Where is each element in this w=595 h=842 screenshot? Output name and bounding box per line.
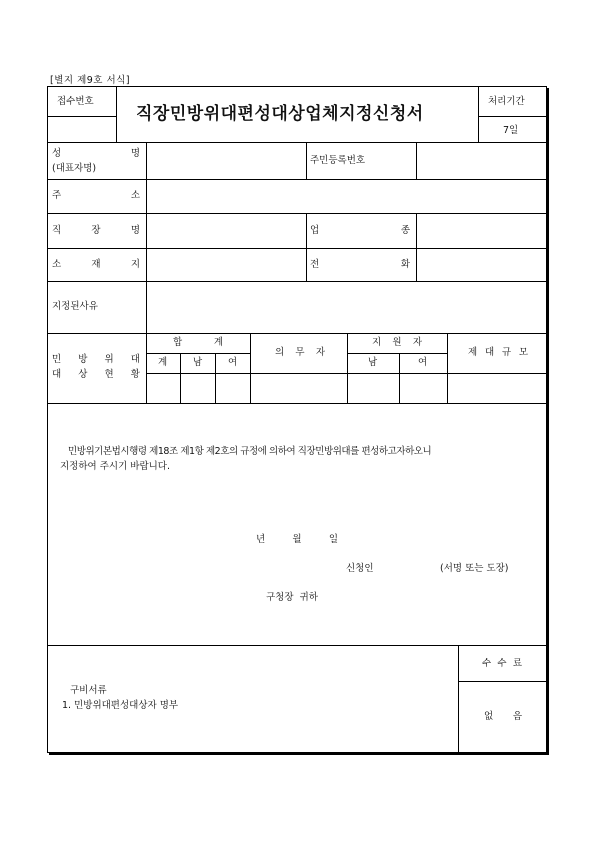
fee-label: 수 수 료	[482, 658, 522, 669]
form-tag: [별지 제9호 서식]	[50, 75, 131, 86]
processing-period-label: 처리기간	[488, 96, 525, 107]
total-header: 합 계	[173, 337, 223, 348]
name-label: 성 명	[52, 148, 140, 159]
application-paragraph-line2: 지정하여 주시기 바랍니다.	[60, 461, 171, 472]
receipt-no-label: 접수번호	[57, 96, 94, 107]
unit-size-header: 제 대 규 모	[468, 347, 528, 358]
application-paragraph-line1: 민방위기본법시행령 제18조 제1항 제2호의 규정에 의하여 직장민방위대를 편성하고자하오니	[68, 446, 432, 457]
applicant-label: 신청인	[346, 563, 374, 574]
volunteer-sub-male: 남	[368, 357, 378, 368]
processing-period-value: 7일	[503, 125, 519, 136]
status-label-line2: 대 상 현 황	[52, 369, 140, 380]
total-sub-female: 여	[228, 357, 238, 368]
volunteer-sub-female: 여	[418, 357, 428, 368]
reason-label: 지정된사유	[52, 301, 98, 312]
phone-label: 전 화	[310, 259, 410, 270]
required-docs-item-1: 1. 민방위대편성대상자 명부	[62, 700, 179, 711]
resident-no-label: 주민등록번호	[310, 155, 366, 166]
duty-header: 의 무 자	[275, 347, 325, 358]
status-label-line1: 민 방 위 대	[52, 354, 140, 365]
business-type-label: 업 종	[310, 225, 410, 236]
date-line: 년 월 일	[256, 534, 338, 545]
name-label-sub: (대표자명)	[52, 163, 97, 174]
signature-note: (서명 또는 도장)	[440, 563, 509, 574]
total-sub-male: 남	[193, 357, 203, 368]
form-title: 직장민방위대편성대상업체지정신청서	[136, 104, 424, 124]
required-docs-label: 구비서류	[70, 685, 107, 696]
volunteer-header: 지 원 자	[372, 337, 422, 348]
address-label: 주 소	[52, 190, 140, 201]
addressee: 구청장 귀하	[266, 592, 318, 603]
workplace-label: 직 장 명	[52, 225, 140, 236]
fee-value: 없 음	[484, 711, 522, 722]
location-label: 소 재 지	[52, 259, 140, 270]
form-frame	[47, 86, 547, 753]
total-sub-all: 계	[158, 357, 168, 368]
